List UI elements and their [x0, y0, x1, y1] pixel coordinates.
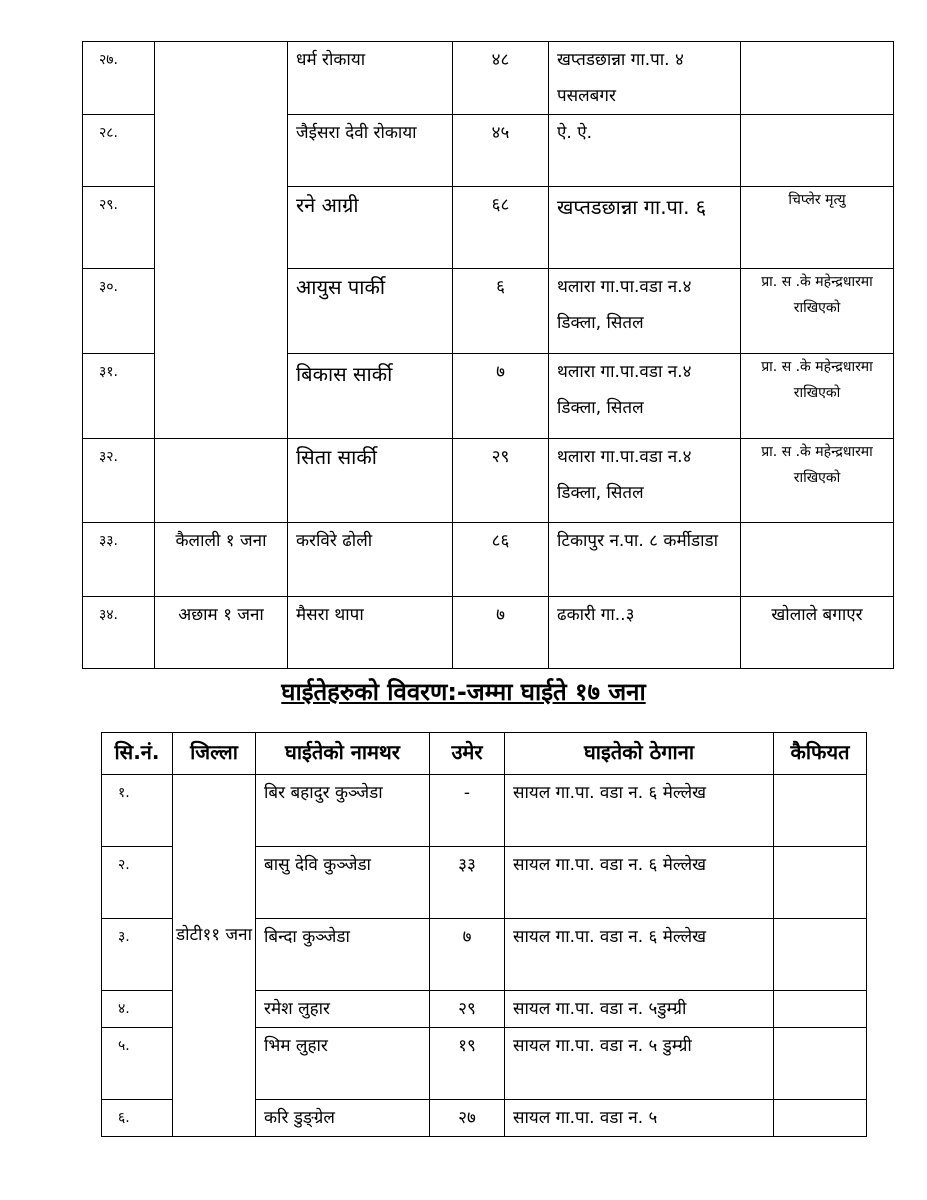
- address-cell: थलारा गा.पा.वडा न.४ डिक्ला, सितल: [549, 439, 741, 523]
- address-cell: ऐ. ऐ.: [549, 115, 741, 187]
- serial-number: ३१.: [83, 354, 155, 439]
- serial-number: ६.: [102, 1100, 173, 1137]
- name-cell: भिम लुहार: [256, 1028, 430, 1100]
- address-cell: सायल गा.पा. वडा न. ५: [505, 1100, 774, 1137]
- remark-cell: चिप्लेर मृत्यु: [741, 187, 894, 269]
- table-row: [83, 597, 894, 669]
- remark-cell: [774, 847, 867, 919]
- remark-cell: प्रा. स .के महेन्द्रधारमा राखिएको: [741, 269, 894, 354]
- remark-cell: [741, 115, 894, 187]
- name-cell: बिकास सार्की: [288, 354, 453, 439]
- name-cell: आयुस पार्की: [288, 269, 453, 354]
- age-cell: ७: [453, 354, 549, 439]
- age-cell: ६८: [453, 187, 549, 269]
- remark-cell: खोलाले बगाएर: [741, 597, 894, 669]
- column-header-address: घाइतेको ठेगाना: [505, 733, 774, 775]
- column-header-remark: कैफियत: [774, 733, 867, 775]
- serial-number: २८.: [83, 115, 155, 187]
- name-cell: रमेश लुहार: [256, 991, 430, 1028]
- serial-number: ३०.: [83, 269, 155, 354]
- age-cell: -: [430, 775, 505, 847]
- address-cell: ढकारी गा..३: [549, 597, 741, 669]
- name-cell: बिर बहादुर कुञ्जेडा: [256, 775, 430, 847]
- district-cell: कैलाली १ जना: [155, 523, 288, 597]
- address-cell: सायल गा.पा. वडा न. ६ मेल्लेख: [505, 775, 774, 847]
- district-cell: [155, 42, 288, 439]
- remark-cell: [741, 523, 894, 597]
- remark-cell: प्रा. स .के महेन्द्रधारमा राखिएको: [741, 439, 894, 523]
- name-cell: करि डुङ्ग्रेल: [256, 1100, 430, 1137]
- remark-cell: [774, 1100, 867, 1137]
- remark-cell: [741, 42, 894, 115]
- serial-number: २७.: [83, 42, 155, 115]
- age-cell: ३३: [430, 847, 505, 919]
- serial-number: २९.: [83, 187, 155, 269]
- table-row: [83, 523, 894, 597]
- age-cell: १९: [430, 1028, 505, 1100]
- age-cell: ६: [453, 269, 549, 354]
- column-header-age: उमेर: [430, 733, 505, 775]
- remark-cell: [774, 775, 867, 847]
- name-cell: सिता सार्की: [288, 439, 453, 523]
- remark-cell: [774, 1028, 867, 1100]
- remark-cell: प्रा. स .के महेन्द्रधारमा राखिएको: [741, 354, 894, 439]
- serial-number: ३२.: [83, 439, 155, 523]
- serial-number: ४.: [102, 991, 173, 1028]
- address-cell: टिकापुर न.पा. ८ कर्मीडाडा: [549, 523, 741, 597]
- address-cell: खप्तडछान्ना गा.पा. ४ पसलबगर: [549, 42, 741, 115]
- address-cell: थलारा गा.पा.वडा न.४ डिक्ला, सितल: [549, 354, 741, 439]
- name-cell: जैईसरा देवी रोकाया: [288, 115, 453, 187]
- age-cell: २७: [430, 1100, 505, 1137]
- table-row: [83, 42, 894, 115]
- name-cell: करविरे ढोली: [288, 523, 453, 597]
- serial-number: ३.: [102, 919, 173, 991]
- table-row: [83, 439, 894, 523]
- age-cell: ४८: [453, 42, 549, 115]
- column-header-name: घाईतेको नामथर: [256, 733, 430, 775]
- serial-number: ५.: [102, 1028, 173, 1100]
- address-cell: सायल गा.पा. वडा न. ५ डुम्ग्री: [505, 1028, 774, 1100]
- remark-cell: [774, 991, 867, 1028]
- injured-heading: घाईतेहरुको विवरण:-जम्मा घाईते १७ जना: [281, 678, 646, 706]
- column-header-district: जिल्ला: [173, 733, 256, 775]
- name-cell: बासु देवि कुञ्जेडा: [256, 847, 430, 919]
- age-cell: ८६: [453, 523, 549, 597]
- name-cell: बिन्दा कुञ्जेडा: [256, 919, 430, 991]
- table-header-row: [102, 733, 867, 775]
- name-cell: धर्म रोकाया: [288, 42, 453, 115]
- injured-table: [101, 732, 867, 1137]
- age-cell: ७: [430, 919, 505, 991]
- remark-cell: [774, 919, 867, 991]
- age-cell: ७: [453, 597, 549, 669]
- deceased-table: [82, 41, 894, 669]
- name-cell: मैसरा थापा: [288, 597, 453, 669]
- serial-number: ३३.: [83, 523, 155, 597]
- address-cell: खप्तडछान्ना गा.पा. ६: [549, 187, 741, 269]
- address-cell: सायल गा.पा. वडा न. ६ मेल्लेख: [505, 919, 774, 991]
- address-cell: सायल गा.पा. वडा न. ६ मेल्लेख: [505, 847, 774, 919]
- district-cell: [155, 439, 288, 523]
- age-cell: २९: [453, 439, 549, 523]
- serial-number: १.: [102, 775, 173, 847]
- address-cell: सायल गा.पा. वडा न. ५डुम्ग्री: [505, 991, 774, 1028]
- serial-number: २.: [102, 847, 173, 919]
- address-cell: थलारा गा.पा.वडा न.४ डिक्ला, सितल: [549, 269, 741, 354]
- name-cell: रने आग्री: [288, 187, 453, 269]
- serial-number: ३४.: [83, 597, 155, 669]
- table-row: [102, 775, 867, 847]
- age-cell: ४५: [453, 115, 549, 187]
- district-cell: डोटी११ जना: [173, 775, 256, 1137]
- column-header-serial: सि.नं.: [102, 733, 173, 775]
- district-cell: अछाम १ जना: [155, 597, 288, 669]
- age-cell: २९: [430, 991, 505, 1028]
